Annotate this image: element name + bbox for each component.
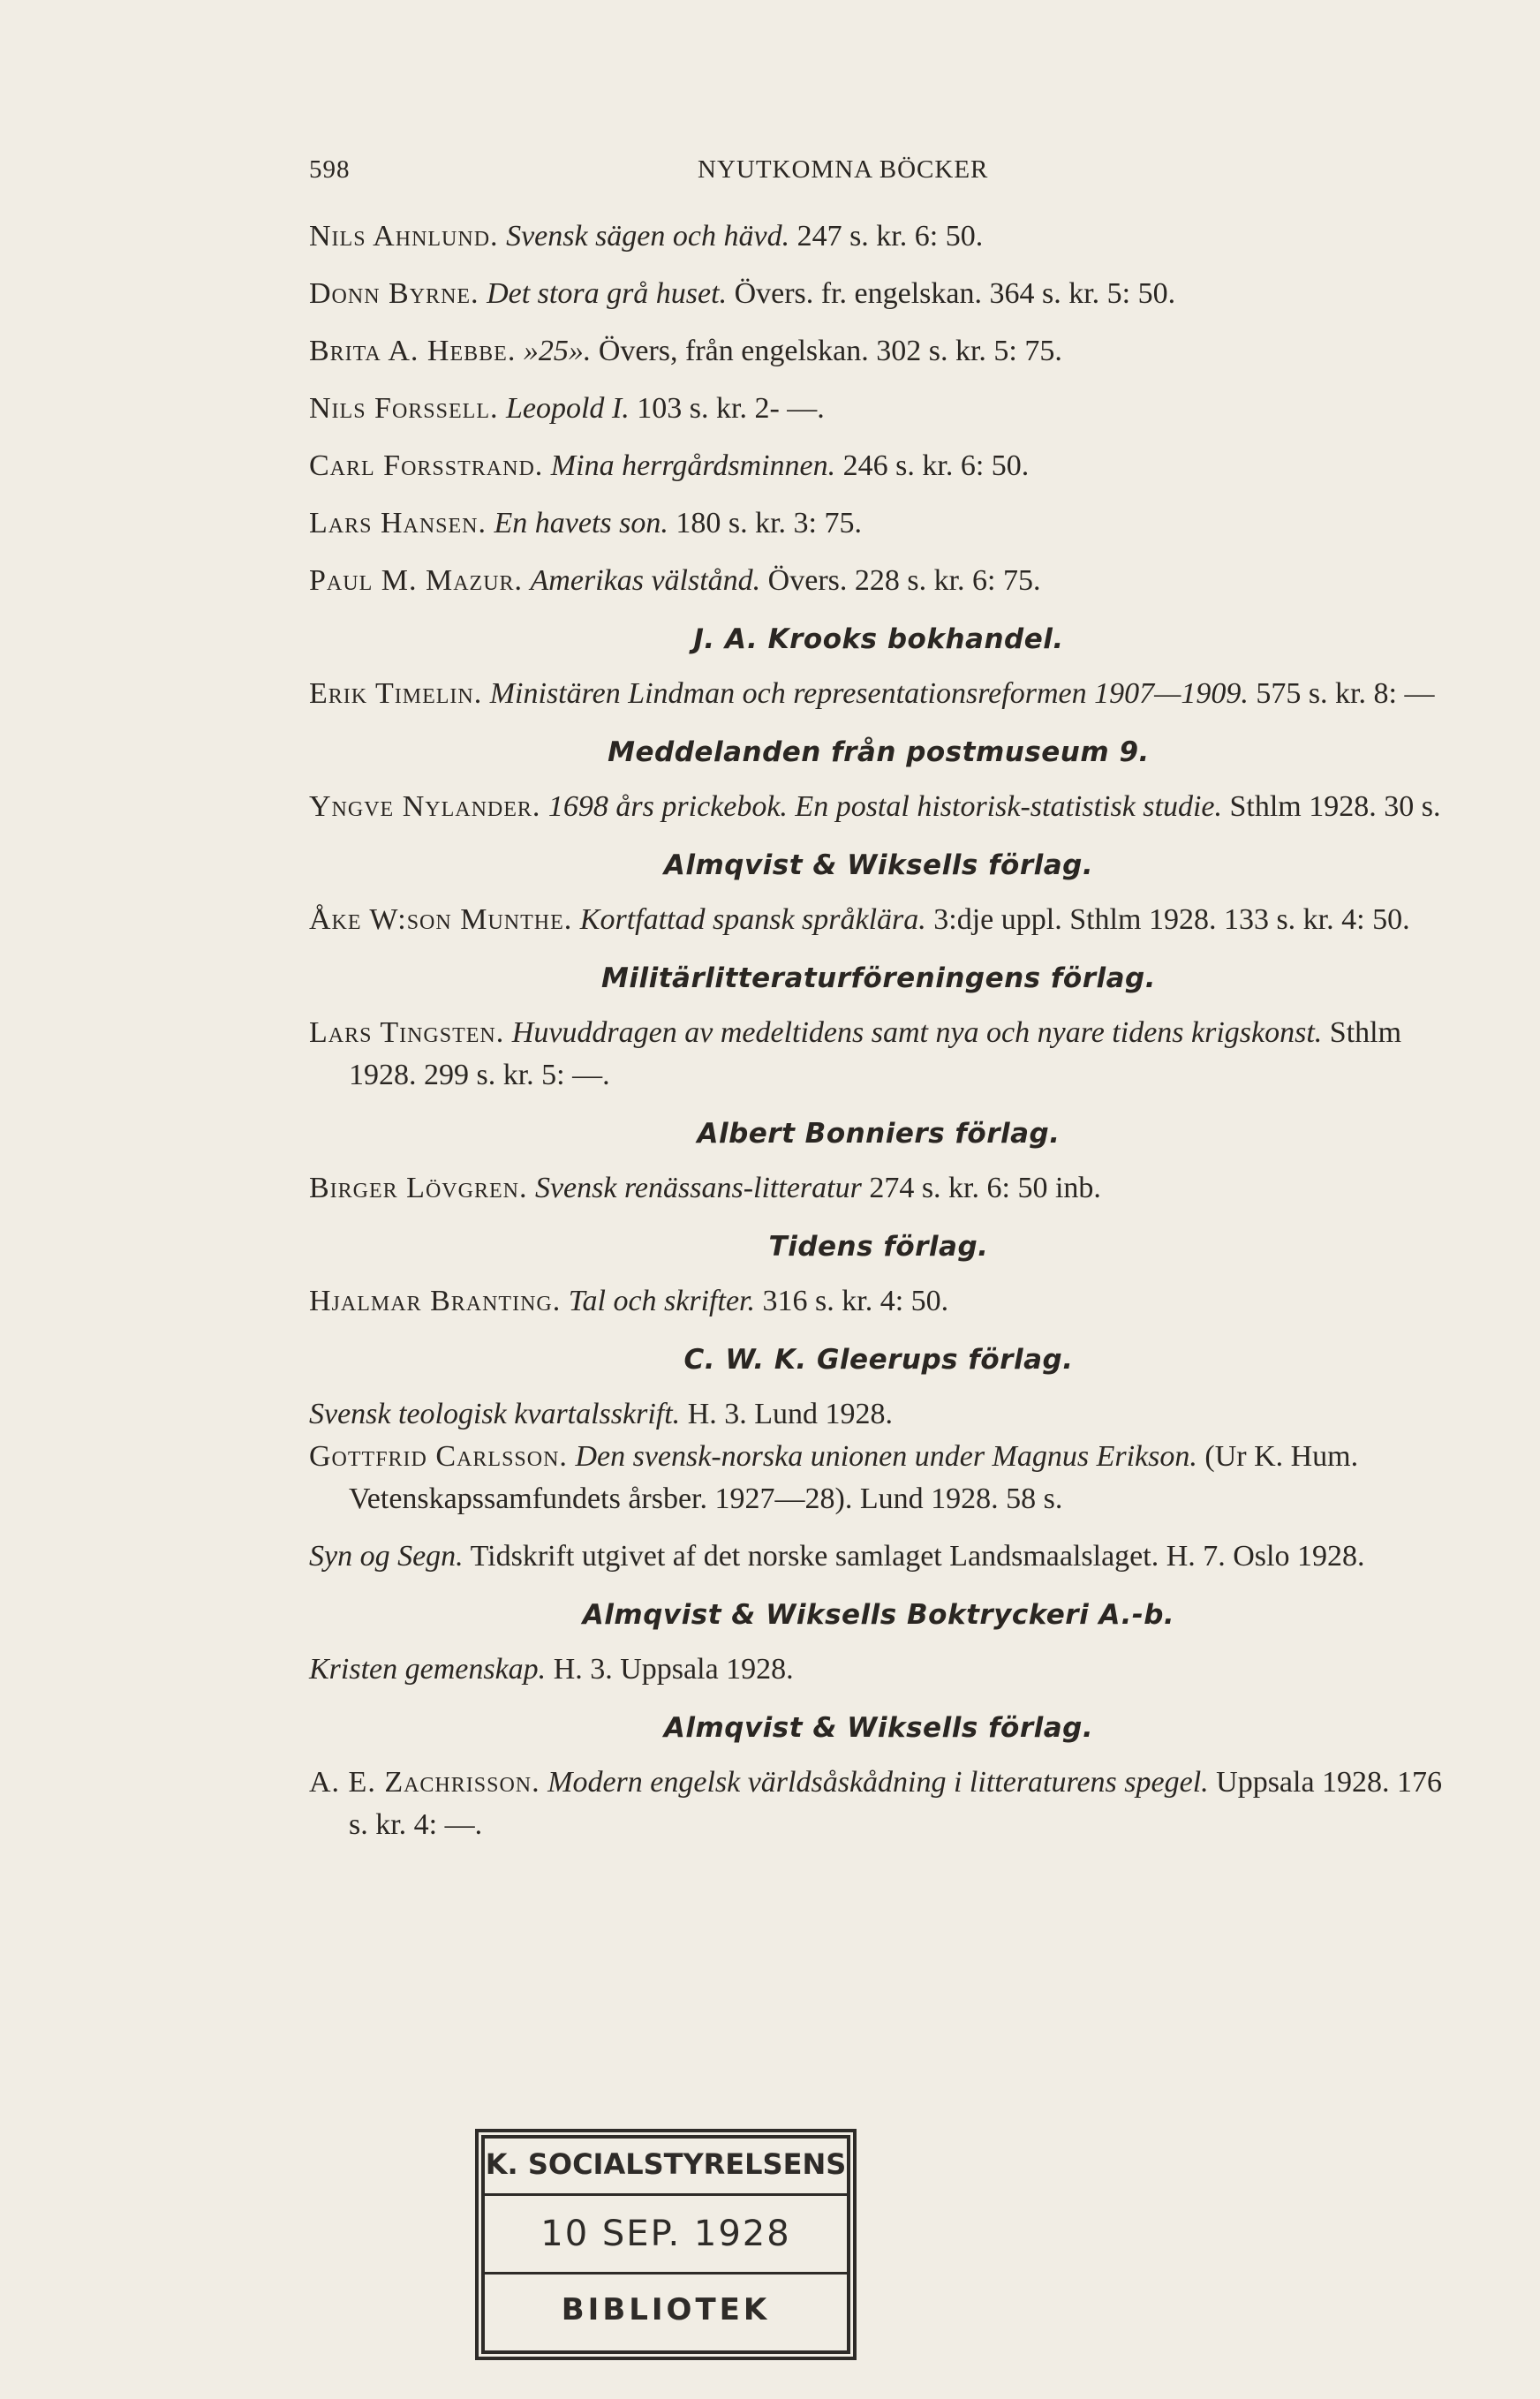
list-item bbox=[309, 388, 1448, 430]
entry-details: 3:dje uppl. Sthlm 1928. 133 s. kr. 4: 50. bbox=[925, 903, 1410, 936]
entry-title: Mina herrgårdsminnen. bbox=[550, 449, 836, 482]
entry-details: (Ur K. Hum. Vetenskapssamfundets årsber. 1927—28). Lund 1928. 58 s. bbox=[349, 1440, 1359, 1515]
list-item bbox=[309, 1012, 1448, 1097]
entry-author: Gottfrid Carlsson. bbox=[309, 1440, 568, 1473]
book-list bbox=[309, 215, 1448, 1846]
list-item bbox=[309, 786, 1448, 828]
entry-title: Den svensk-norska unionen under Magnus Erikson. bbox=[575, 1440, 1197, 1473]
list-item bbox=[309, 1648, 1448, 1691]
list-item bbox=[309, 1535, 1448, 1578]
entry-title: Huvuddragen av medeltidens samt nya och nyare tidens krigskonst. bbox=[511, 1016, 1323, 1049]
list-item bbox=[309, 502, 1448, 545]
entry-details: 180 s. kr. 3: 75. bbox=[668, 507, 862, 539]
entry-details: H. 3. Lund 1928. bbox=[680, 1398, 894, 1430]
entry-title: Kristen gemenskap. bbox=[309, 1653, 547, 1686]
list-item bbox=[309, 445, 1448, 487]
entry-title: Amerikas välstånd. bbox=[530, 564, 761, 597]
entry-author: Erik Timelin. bbox=[309, 677, 483, 710]
entry-title: Leopold I. bbox=[505, 392, 630, 425]
publisher-heading: Almqvist & Wiksells Boktryckeri A.-b. bbox=[582, 1599, 1175, 1631]
stamp-institution: K. SOCIALSTYRELSENS bbox=[485, 2139, 847, 2196]
running-title: NYUTKOMNA BÖCKER bbox=[698, 155, 989, 184]
list-item bbox=[309, 215, 1448, 258]
entry-title: En havets son. bbox=[494, 507, 668, 539]
entry-details: Tidskrift utgivet af det norske samlaget Landsmaalslaget. H. 7. Oslo 1928. bbox=[463, 1540, 1365, 1573]
entry-author: Nils Ahnlund. bbox=[309, 220, 499, 253]
publisher-heading: Militärlitteraturföreningens förlag. bbox=[600, 962, 1157, 994]
entry-author: Yngve Nylander. bbox=[309, 790, 541, 823]
entry-details: 246 s. kr. 6: 50. bbox=[835, 449, 1030, 482]
list-item bbox=[309, 330, 1448, 373]
entry-title: Svensk renässans-litteratur bbox=[534, 1172, 862, 1204]
list-item bbox=[309, 1436, 1448, 1520]
page-number: 598 bbox=[309, 155, 351, 184]
entry-title: Det stora grå huset. bbox=[487, 277, 728, 310]
entry-title: Syn og Segn. bbox=[309, 1540, 464, 1573]
list-item bbox=[309, 273, 1448, 315]
entry-details: 103 s. kr. 2- —. bbox=[629, 392, 825, 425]
entry-title: Modern engelsk världsåskådning i litteraturens spegel. bbox=[547, 1766, 1209, 1799]
entry-details: 274 s. kr. 6: 50 inb. bbox=[861, 1172, 1101, 1204]
entry-title: »25». bbox=[523, 335, 592, 367]
entry-details: Sthlm 1928. 30 s. bbox=[1222, 790, 1441, 823]
entry-author: Åke W:son Munthe. bbox=[309, 903, 573, 936]
entry-details: 316 s. kr. 4: 50. bbox=[755, 1285, 949, 1317]
library-stamp bbox=[481, 2135, 850, 2354]
entry-author: Nils Forssell. bbox=[309, 392, 499, 425]
publisher-heading: Meddelanden från postmuseum 9. bbox=[608, 736, 1150, 768]
entry-title: Svensk sägen och hävd. bbox=[506, 220, 790, 253]
entry-title: Tal och skrifter. bbox=[568, 1285, 756, 1317]
entry-title: 1698 års prickebok. En postal historisk-statistisk studie. bbox=[547, 790, 1222, 823]
entry-details: Uppsala 1928. 176 s. kr. 4: —. bbox=[349, 1766, 1443, 1841]
list-item bbox=[309, 673, 1448, 715]
entry-title: Svensk teologisk kvartalsskrift. bbox=[309, 1398, 681, 1430]
entry-details: H. 3. Uppsala 1928. bbox=[546, 1653, 794, 1686]
publisher-heading: Albert Bonniers förlag. bbox=[697, 1118, 1061, 1150]
entry-details: Övers. 228 s. kr. 6: 75. bbox=[760, 564, 1041, 597]
entry-author: Birger Lövgren. bbox=[309, 1172, 528, 1204]
stamp-library: BIBLIOTEK bbox=[561, 2292, 771, 2327]
publisher-heading: J. A. Krooks bokhandel. bbox=[693, 623, 1064, 655]
entry-author: Hjalmar Branting. bbox=[309, 1285, 562, 1317]
entry-author: Lars Tingsten. bbox=[309, 1016, 505, 1049]
entry-details: 575 s. kr. 8: — bbox=[1248, 677, 1435, 710]
entry-author: Brita A. Hebbe. bbox=[309, 335, 517, 367]
list-item bbox=[309, 1762, 1448, 1846]
entry-author: Paul M. Mazur. bbox=[309, 564, 524, 597]
publisher-heading: Almqvist & Wiksells förlag. bbox=[663, 849, 1094, 881]
entry-details: 247 s. kr. 6: 50. bbox=[789, 220, 984, 253]
entry-details: Övers. fr. engelskan. 364 s. kr. 5: 50. bbox=[727, 277, 1176, 310]
entry-title: Ministären Lindman och representationsreformen 1907—1909. bbox=[489, 677, 1249, 710]
list-item bbox=[309, 1167, 1448, 1210]
publisher-heading: C. W. K. Gleerups förlag. bbox=[683, 1344, 1074, 1376]
list-item bbox=[309, 1280, 1448, 1323]
stamp-date: 10 SEP. 1928 bbox=[485, 2196, 847, 2275]
list-item bbox=[309, 899, 1448, 941]
entry-details: Övers, från engelskan. 302 s. kr. 5: 75. bbox=[591, 335, 1062, 367]
entry-details: Sthlm 1928. 299 s. kr. 5: —. bbox=[349, 1016, 1402, 1091]
entry-author: A. E. Zachrisson. bbox=[309, 1766, 540, 1799]
entry-author: Donn Byrne. bbox=[309, 277, 479, 310]
publisher-heading: Almqvist & Wiksells förlag. bbox=[663, 1712, 1094, 1744]
list-item bbox=[309, 560, 1448, 602]
publisher-heading: Tidens förlag. bbox=[768, 1231, 989, 1263]
entry-author: Lars Hansen. bbox=[309, 507, 487, 539]
list-item bbox=[309, 1393, 1448, 1436]
entry-author: Carl Forsstrand. bbox=[309, 449, 544, 482]
entry-title: Kortfattad spansk språklära. bbox=[579, 903, 926, 936]
